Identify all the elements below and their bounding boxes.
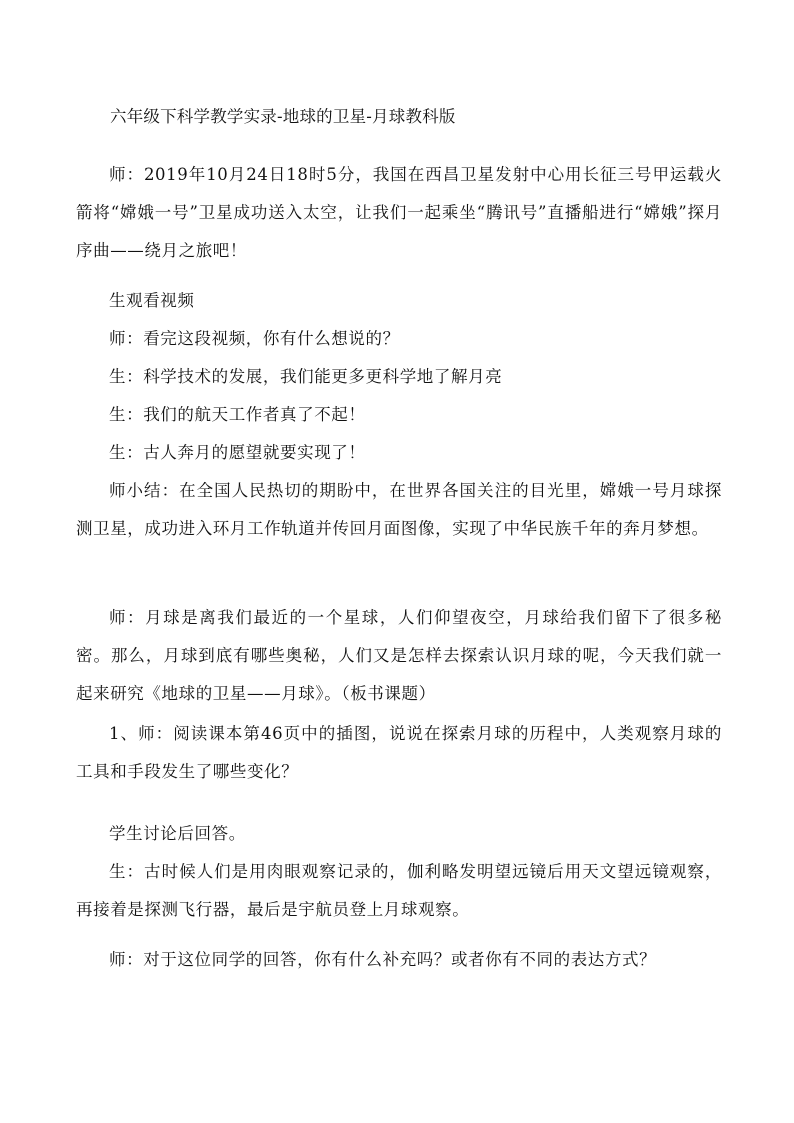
paragraph-teacher-question: 师：看完这段视频，你有什么想说的？ [109, 329, 400, 348]
paragraph-student-answer-2: 生：我们的航天工作者真了不起！ [109, 405, 366, 424]
paragraph-teacher-summary: 师小结：在全国人民热切的期盼中，在世界各国关注的目光里，嫦娥一号月球探测卫星，成功进入环月工作轨道并传回月面图像，实现了中华民族千年的奔月梦想。 [76, 481, 722, 538]
paragraph-task-1: 1、师：阅读课本第46页中的插图，说说在探索月球的历程中，人类观察月球的工具和手段发生了哪些变化？ [76, 724, 722, 781]
paragraph-student-answer-3: 生：古人奔月的愿望就要实现了！ [109, 443, 366, 462]
paragraph-teacher-topic: 师：月球是离我们最近的一个星球，人们仰望夜空，月球给我们留下了很多秘密。那么，月球到底有哪些奥秘，人们又是怎样去探索认识月球的呢，今天我们就一起来研究《地球的卫星——月球》。（板书课题） [76, 608, 722, 703]
paragraph-student-answer-1: 生：科学技术的发展，我们能更多更科学地了解月亮 [109, 367, 503, 386]
document-title: 六年级下科学教学实录-地球的卫星-月球教科版 [110, 107, 456, 126]
paragraph-students-watch: 生观看视频 [109, 291, 195, 310]
paragraph-student-answer-4: 生：古时候人们是用肉眼观察记录的，伽利略发明望远镜后用天文望远镜观察，再接着是探测飞行器，最后是宇航员登上月球观察。 [76, 862, 722, 919]
paragraph-teacher-followup: 师：对于这位同学的回答，你有什么补充吗？或者你有不同的表达方式？ [109, 950, 657, 969]
paragraph-student-discussion: 学生讨论后回答。 [109, 824, 246, 843]
paragraph-teacher-intro: 师：2019年10月24日18时5分，我国在西昌卫星发射中心用长征三号甲运载火箭将“嫦娥一号”卫星成功送入太空，让我们一起乘坐“腾讯号”直播船进行“嫦娥”探月序曲——绕月之旅吧！ [76, 165, 722, 260]
